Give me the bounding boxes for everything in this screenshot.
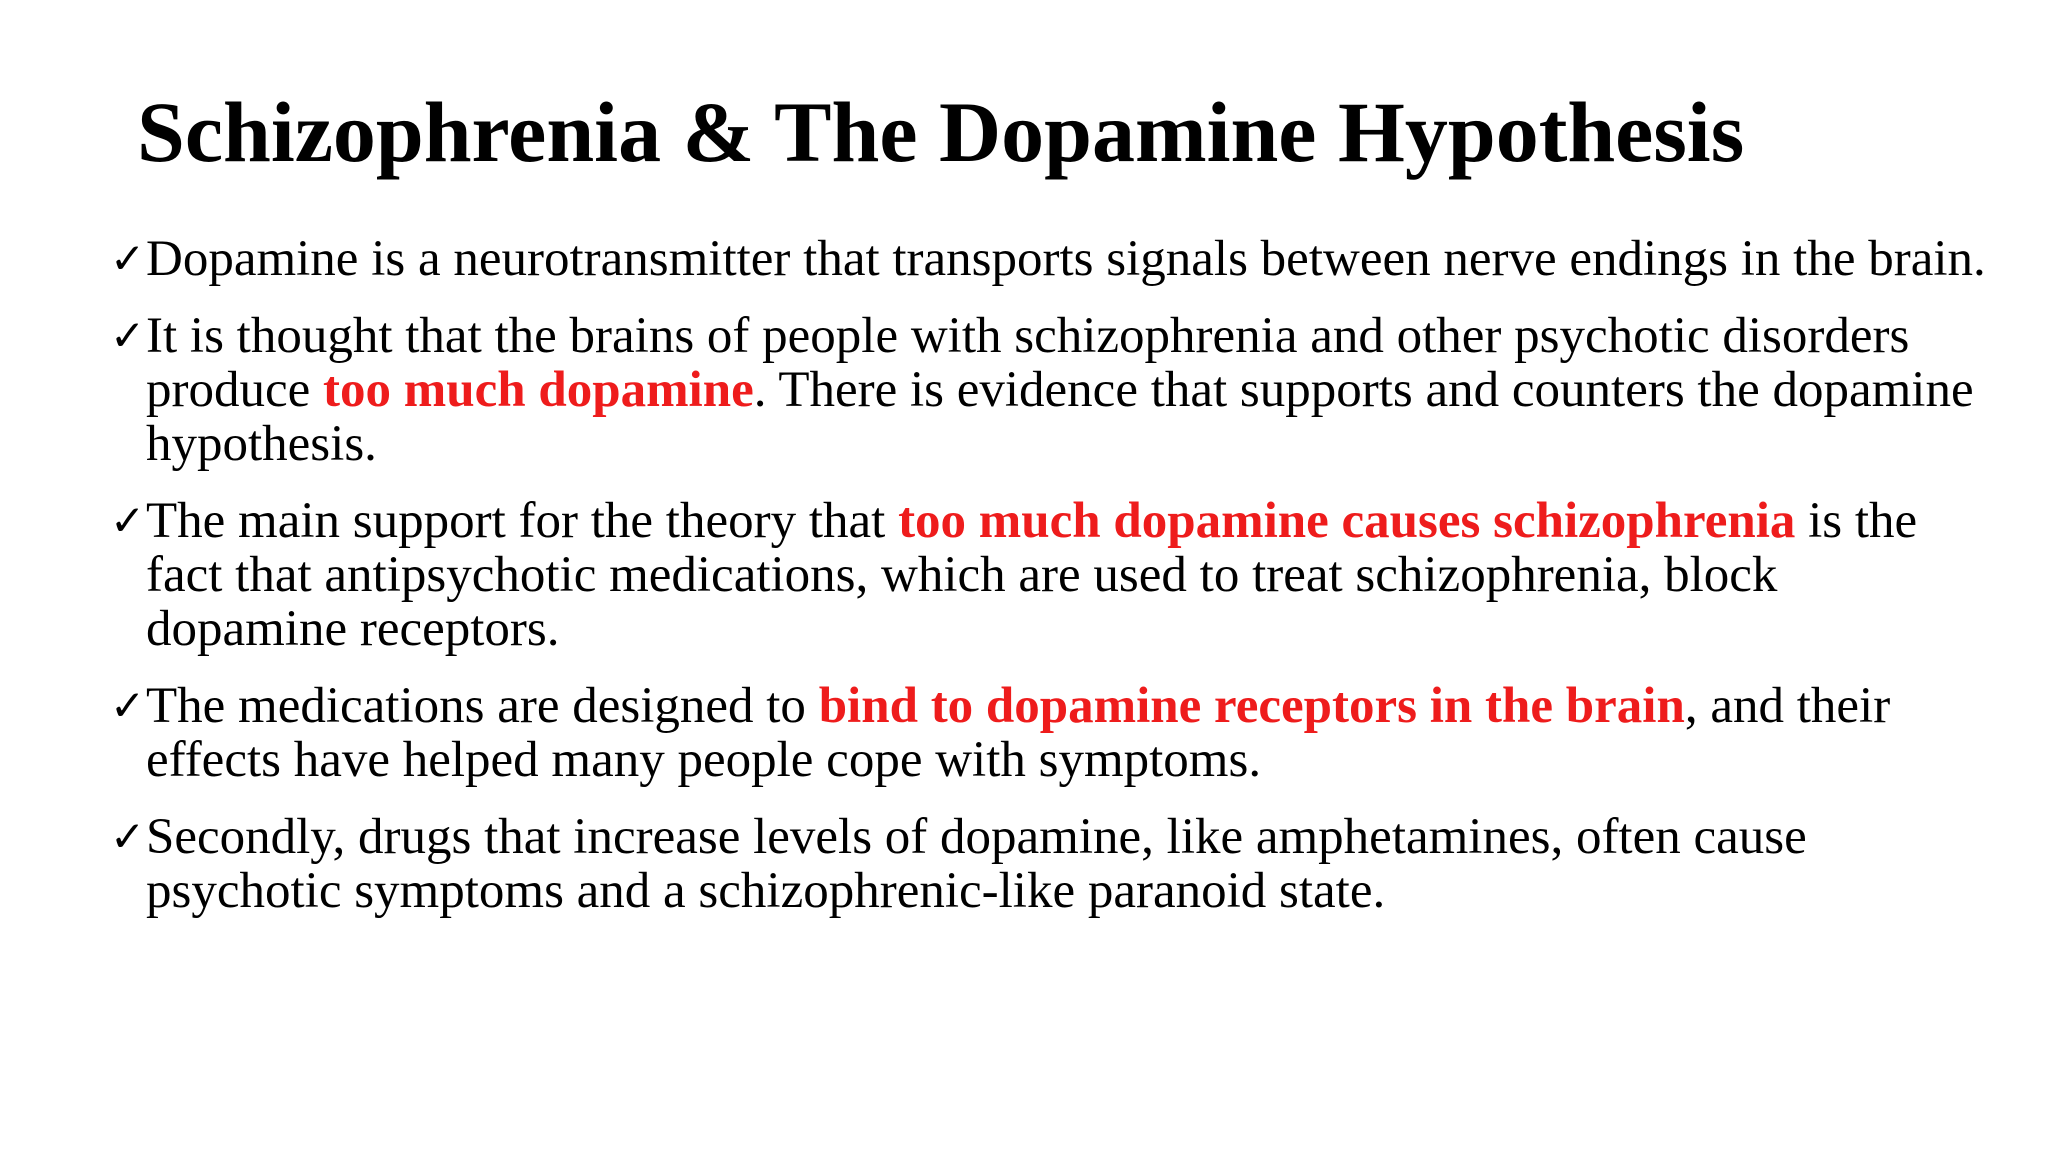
bullet-text: Secondly, drugs that increase levels of dopamine, like amphetamines, often cause psychotic symptoms and a schizophrenic-like paranoid state.: [146, 809, 1807, 919]
check-mark-icon: ✓: [110, 311, 146, 360]
check-mark-icon: ✓: [110, 234, 146, 283]
highlighted-text: too much dopamine: [323, 362, 754, 418]
bullet-text: is the fact that antipsychotic medications, which are used to treat schizophrenia, block dopamine receptors.: [146, 493, 1918, 657]
bullet-text: The main support for the theory that: [146, 493, 899, 549]
bullet-text: The medications are designed to: [146, 678, 819, 734]
bullet-item: [110, 232, 1990, 286]
bullet-item: [110, 494, 1990, 656]
bullet-text: . There is evidence that supports and counters the dopamine hypothesis.: [146, 362, 1974, 472]
bullet-text: Dopamine is a neurotransmitter that transports signals between nerve endings in the brain.: [146, 231, 1986, 287]
bullet-item: [110, 679, 1990, 787]
bullet-item: [110, 810, 1990, 918]
check-mark-icon: ✓: [110, 681, 146, 730]
check-mark-icon: ✓: [110, 812, 146, 861]
bullet-item: [110, 309, 1990, 471]
highlighted-text: bind to dopamine receptors in the brain: [818, 678, 1685, 734]
slide-title: Schizophrenia & The Dopamine Hypothesis: [137, 84, 1745, 180]
bullet-list: [110, 232, 1990, 941]
bullet-text: , and their effects have helped many people cope with symptoms.: [146, 678, 1891, 788]
bullet-text: It is thought that the brains of people with schizophrenia and other psychotic disorders produce: [146, 308, 1910, 418]
highlighted-text: too much dopamine causes schizophrenia: [898, 493, 1796, 549]
check-mark-icon: ✓: [110, 496, 146, 545]
